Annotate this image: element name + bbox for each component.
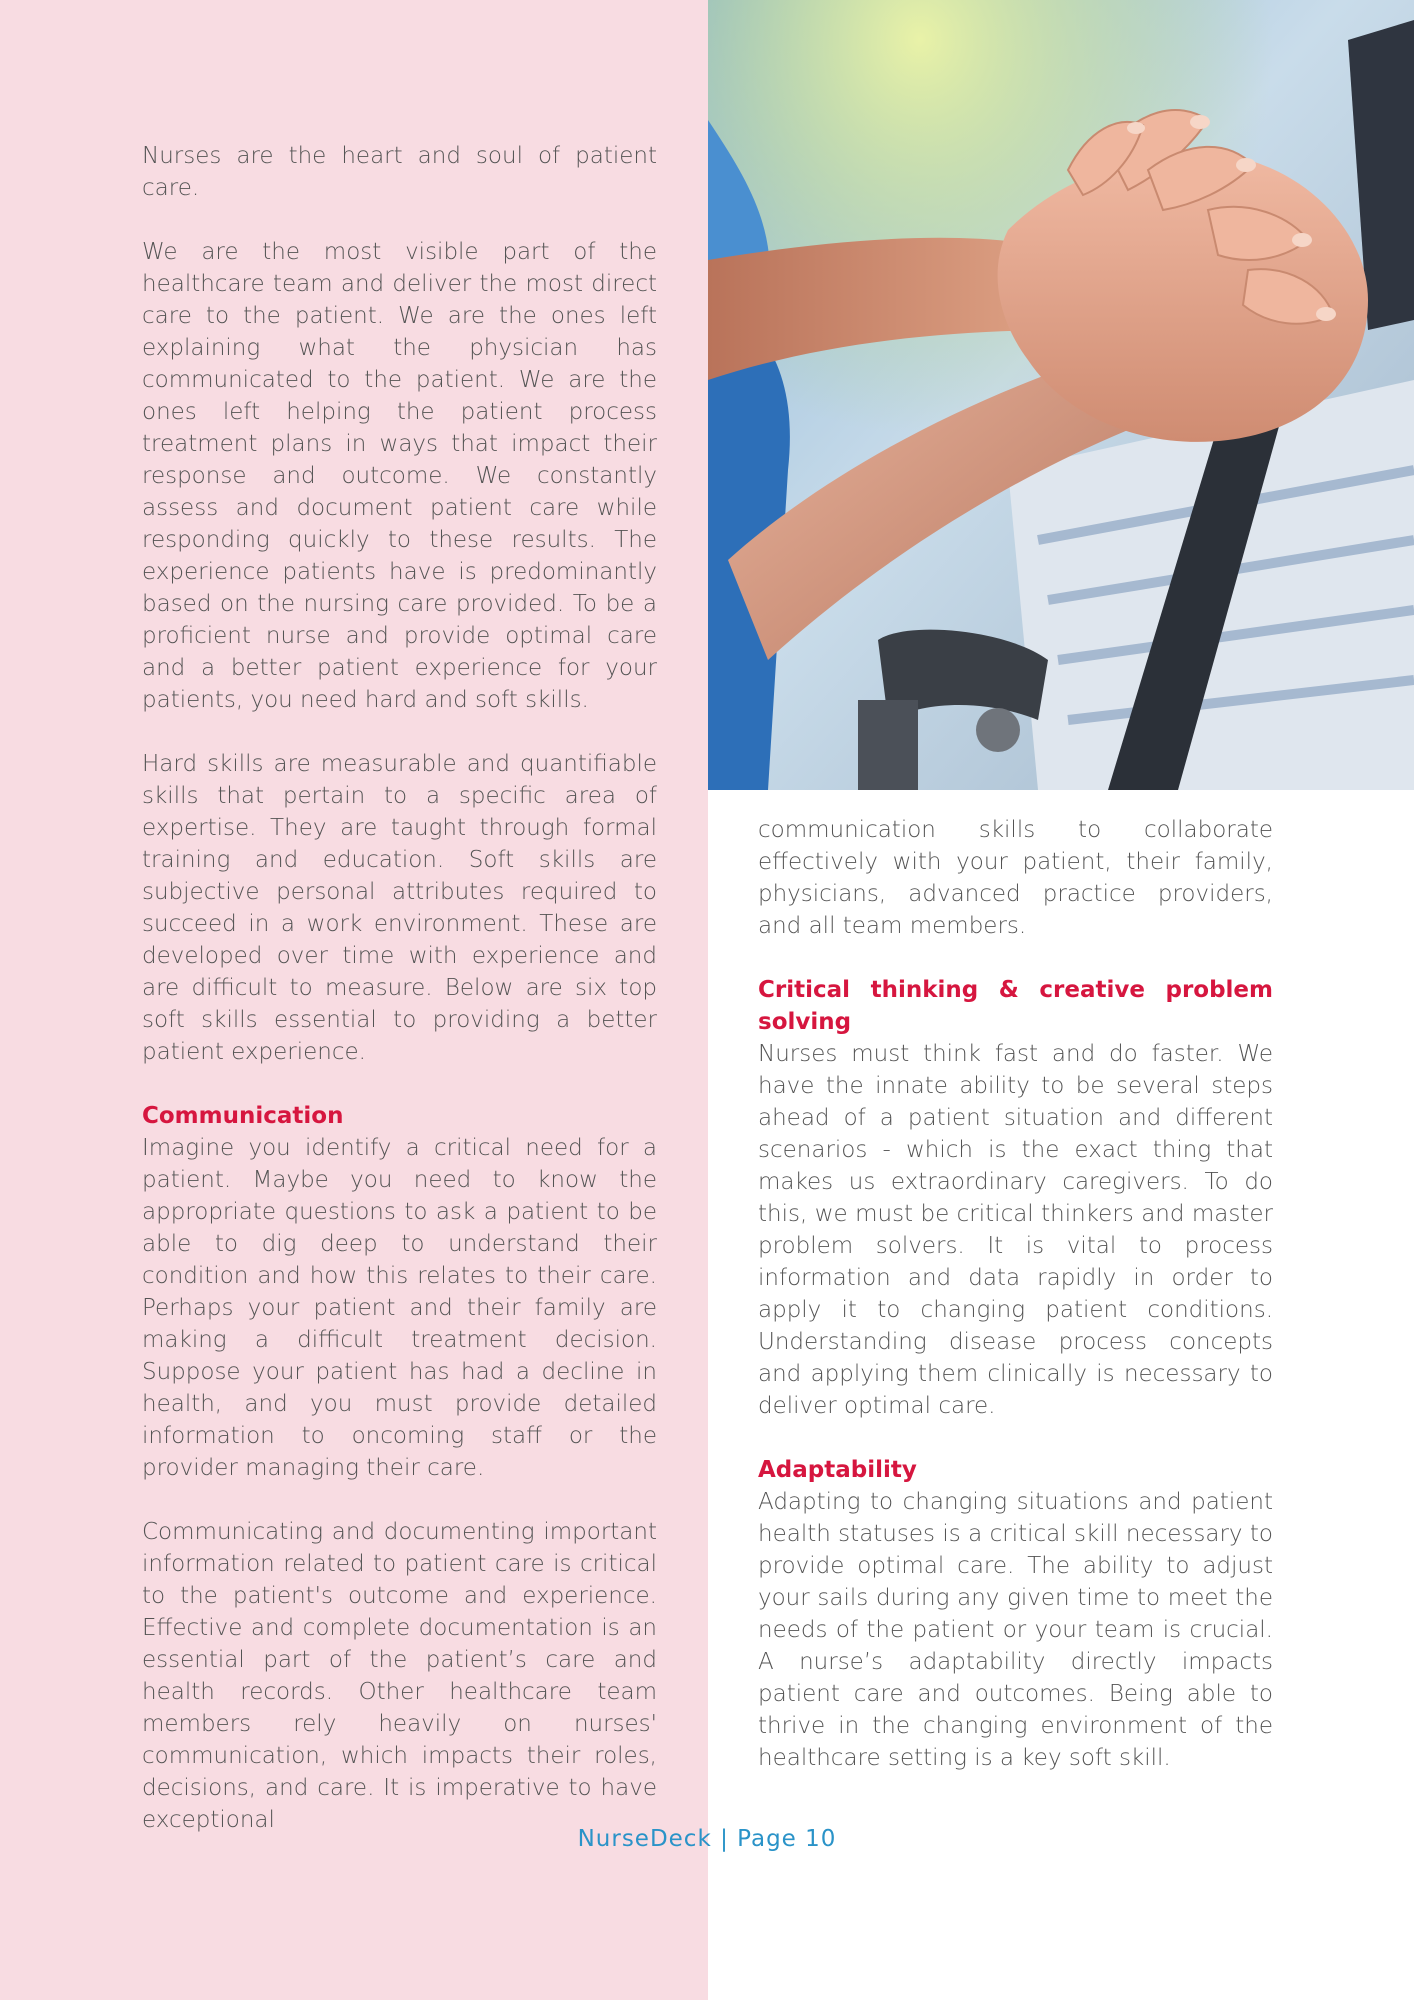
hands-photo-illustration bbox=[708, 0, 1414, 790]
hands-photo bbox=[708, 0, 1414, 790]
right-text-column bbox=[758, 814, 1273, 1774]
critical-thinking-paragraph: Nurses must think fast and do faster. We have the innate ability to be several steps ahead of a patient situation and different scenarios - which is the exact thing that makes us extraordinary caregivers. To do this, we must be critical thinkers and master problem solvers. It is vital to process information and data rapidly in order to apply it to changing patient conditions. Understanding disease process concepts and applying them clinically is necessary to deliver optimal care. bbox=[758, 1041, 1273, 1419]
communication-paragraph-2: Communicating and documenting important information related to patient care is critical to the patient's outcome and experience. Effective and complete documentation is an essential part of the patient’s care and health records. Other healthcare team members rely heavily on nurses' communication, which impacts their roles, decisions, and care. It is imperative to have exceptional bbox=[142, 1519, 657, 1833]
intro-paragraph: Nurses are the heart and soul of patient care. bbox=[142, 143, 657, 201]
adaptability-paragraph: Adapting to changing situations and patient health statuses is a critical skill necessary to provide optimal care. The ability to adjust your sails during any given time to meet the needs of the patient or your team is crucial. A nurse’s adaptability directly impacts patient care and outcomes. Being able to thrive in the changing environment of the healthcare setting is a key soft skill. bbox=[758, 1489, 1273, 1771]
critical-thinking-heading: Critical thinking & creative problem solving bbox=[758, 977, 1273, 1035]
adaptability-heading: Adaptability bbox=[758, 1457, 917, 1483]
communication-heading: Communication bbox=[142, 1103, 344, 1129]
communication-paragraph-1: Imagine you identify a critical need for a patient. Maybe you need to know the appropriate questions to ask a patient to be able to dig deep to understand their condition and how this relates to their care. Perhaps your patient and their family are making a difficult treatment decision. Suppose your patient has had a decline in health, and you must provide detailed information to oncoming staff or the provider managing their care. bbox=[142, 1135, 657, 1481]
communication-continuation: communication skills to collaborate effectively with your patient, their family, physicians, advanced practice providers, and all team members. bbox=[758, 817, 1273, 939]
overview-paragraph: We are the most visible part of the healthcare team and deliver the most direct care to the patient. We are the ones left explaining what the physician has communicated to the patient. We are the ones left helping the patient process treatment plans in ways that impact their response and outcome. We constantly assess and document patient care while responding quickly to these results. The experience patients have is predominantly based on the nursing care provided. To be a proficient nurse and provide optimal care and a better patient experience for your patients, you need hard and soft skills. bbox=[142, 239, 657, 713]
skills-paragraph: Hard skills are measurable and quantifiable skills that pertain to a specific area of expertise. They are taught through formal training and education. Soft skills are subjective personal attributes required to succeed in a work environment. These are developed over time with experience and are difficult to measure. Below are six top soft skills essential to providing a better patient experience. bbox=[142, 751, 657, 1065]
left-text-column bbox=[142, 140, 657, 1836]
page-footer: NurseDeck | Page 10 bbox=[577, 1826, 837, 1852]
